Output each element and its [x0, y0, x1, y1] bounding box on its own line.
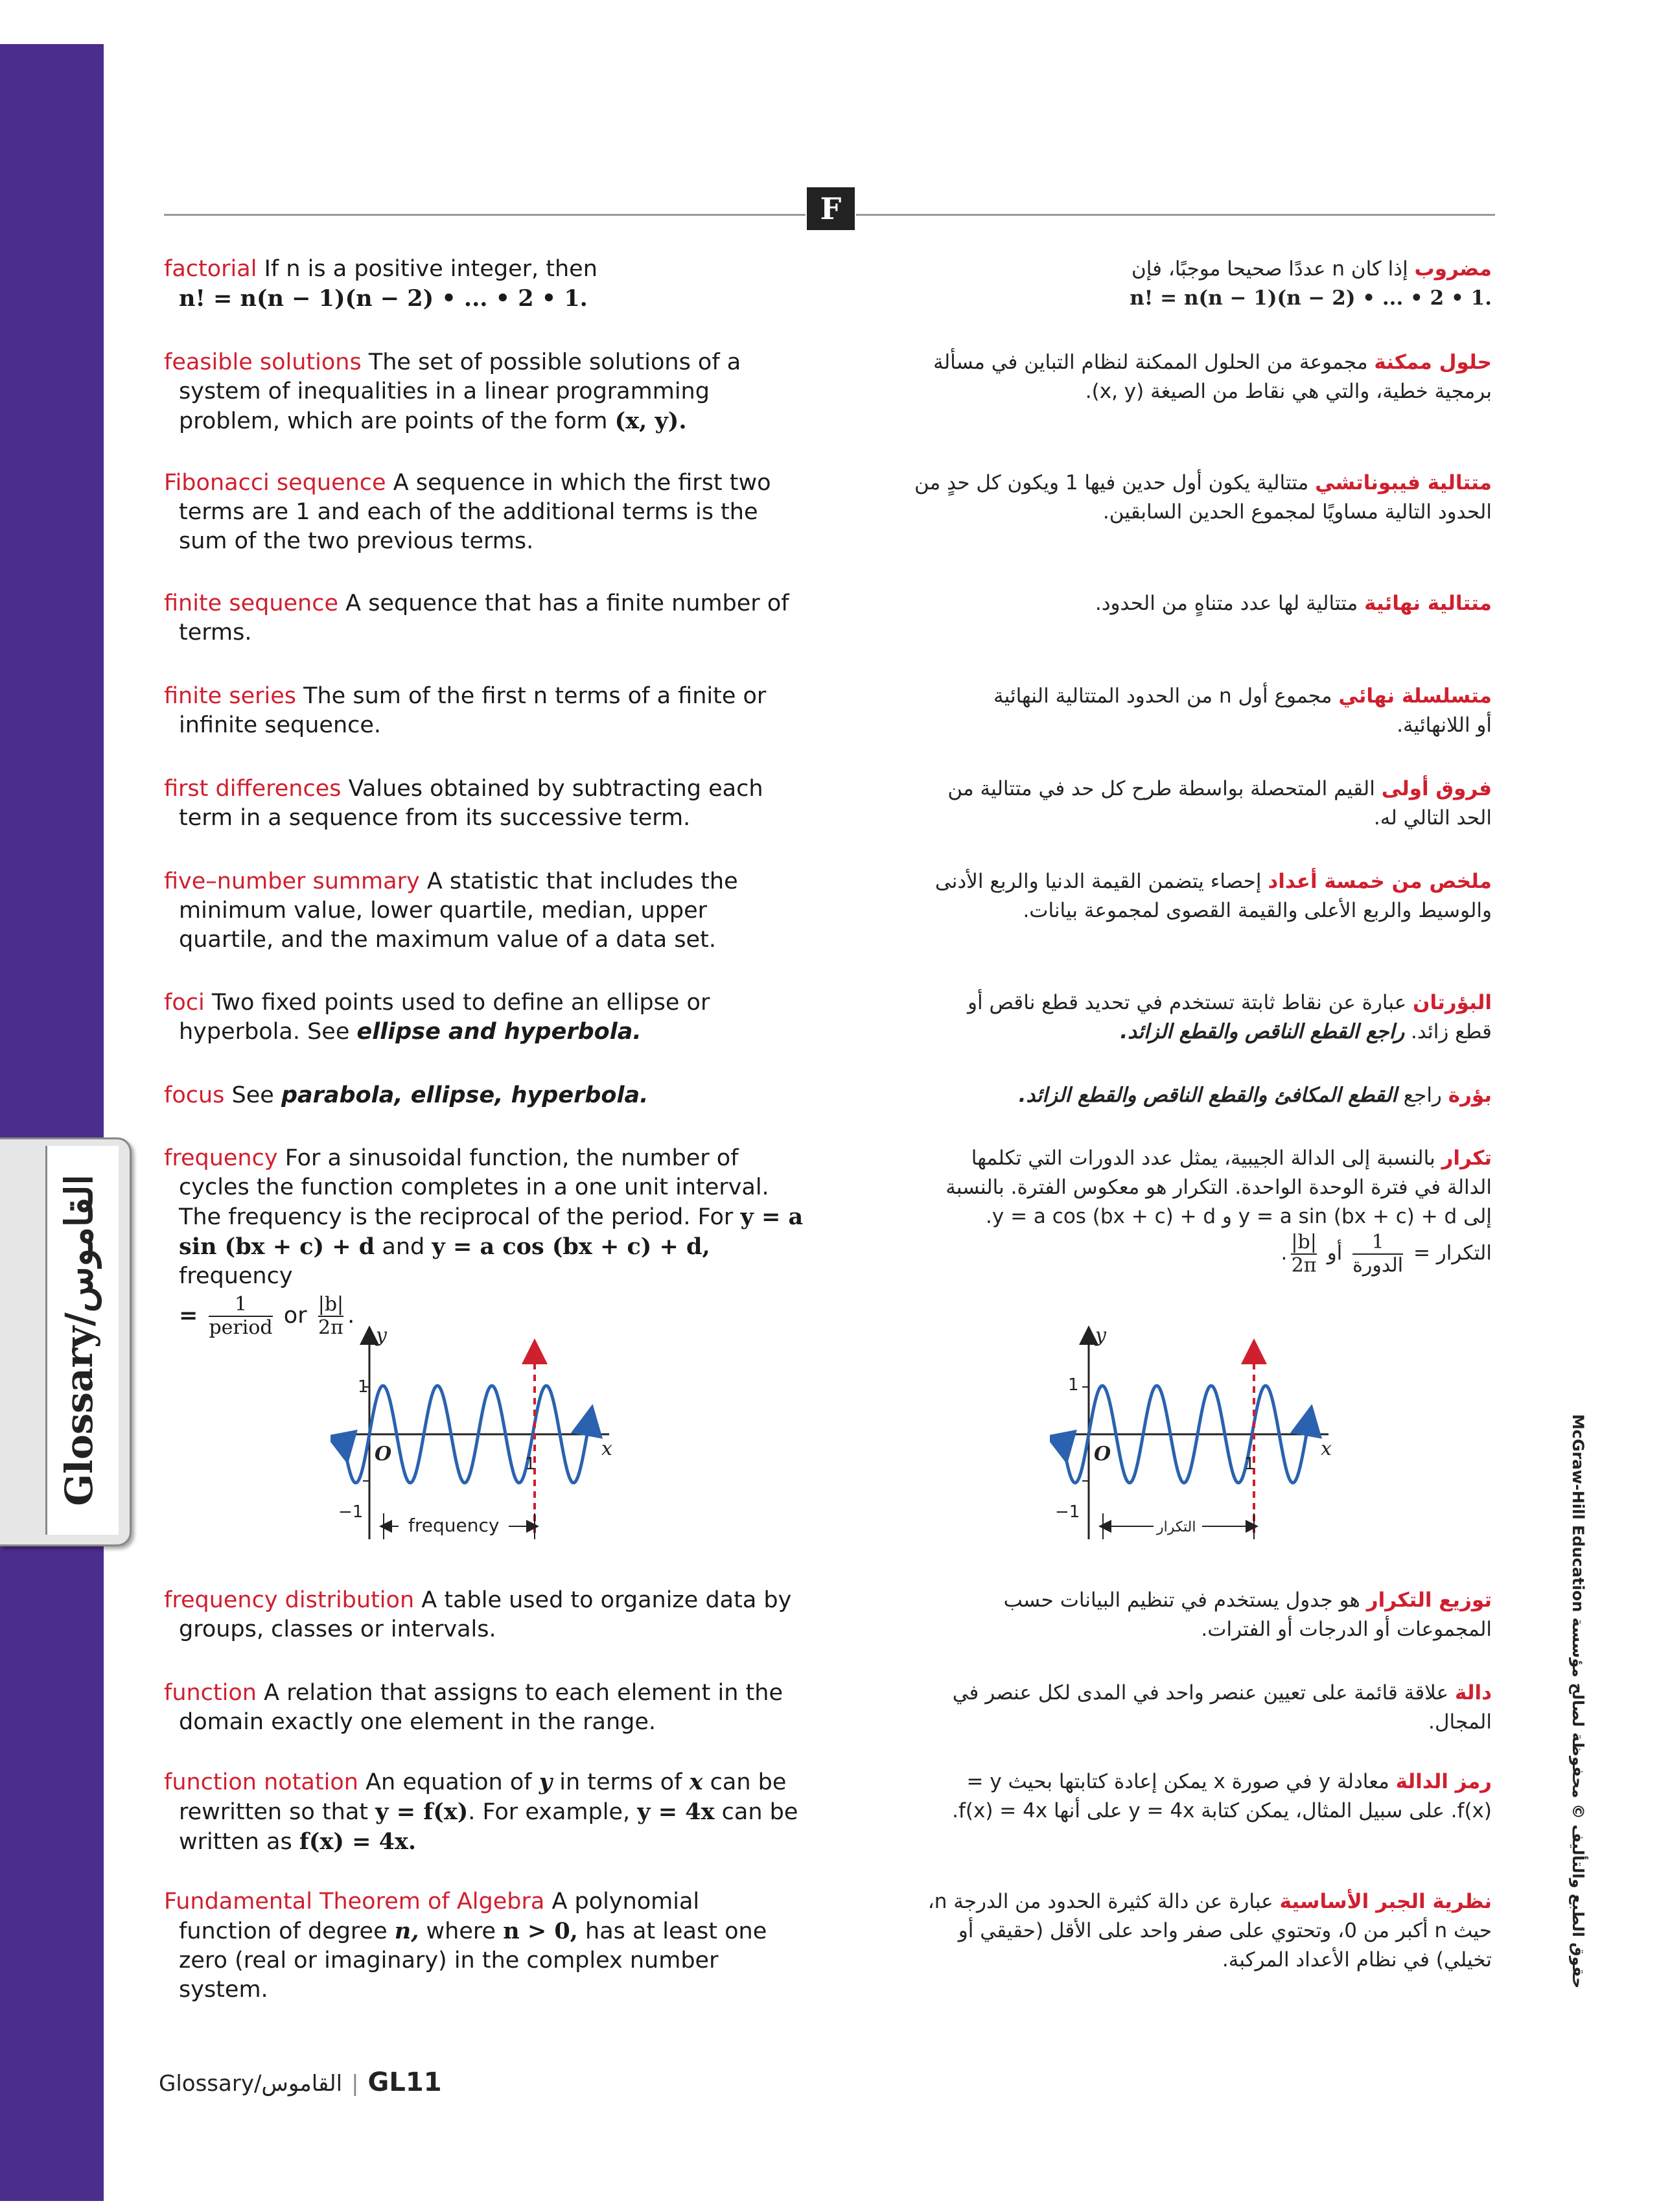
entry-function-notation-ar: رمز الدالة معادلة y في صورة x يمكن إعادة كتابتها بحيث y = f(x). على سبيل المثال، يمكن كتابة y = 4x على أنها f(x) = 4x. [952, 1770, 1492, 1822]
svg-text:1: 1 [525, 1454, 536, 1474]
frequency-label: frequency [408, 1515, 500, 1536]
entry-focus-ar: بؤرة راجع القطع المكافئ والقطع الناقص والقطع الزائد. [1018, 1084, 1492, 1107]
svg-text:x: x [1321, 1438, 1332, 1460]
entry-fibonacci-ar: متتالية فيبوناتشي متتالية يكون أول حدين فيها 1 ويكون كل حدٍ من الحدود التالية مساويًا لمجموع الحدين السابقين. [914, 471, 1492, 524]
page-footer: Glossary/القاموس | GL11 [159, 2067, 442, 2097]
copyright-vertical: McGraw-Hill Education حقوق الطبع والتأليف © محفوظة لصالح مؤسسة [1569, 1414, 1587, 1989]
frequency-graph-en [331, 1325, 648, 1546]
glossary-side-tab[interactable] [0, 1137, 132, 1546]
term: factorial [164, 256, 257, 282]
entry-frequency-distribution-ar: توزيع التكرار هو جدول يستخدم في تنظيم البيانات حسب المجموعات أو الدرجات أو الفترات. [1003, 1589, 1492, 1641]
entry-five-number-en: five–number summary A statistic that includes the minimum value, lower quartile, median, upper quartile, and the maximum value of a data set. [164, 868, 738, 953]
footer-label: Glossary/القاموس [159, 2071, 343, 2097]
entry-finite-series-en: finite series The sum of the first n terms of a finite or infinite sequence. [164, 683, 767, 738]
svg-text:−1: −1 [338, 1502, 364, 1522]
entry-frequency-distribution-en: frequency distribution A table used to organize data by groups, classes or intervals. [164, 1587, 792, 1642]
entry-function-en: function A relation that assigns to each element in the domain exactly one element in the range. [164, 1680, 783, 1735]
fraction-b-over-2pi: $\frac{|b|}{2\pi}$ [318, 1293, 344, 1339]
header-rule-left [164, 214, 806, 216]
entry-fta-en: Fundamental Theorem of Algebra A polynomial function of degree n, where n > 0, has at least one zero (real or imaginary) in the complex number system. [164, 1889, 767, 2003]
entry-fibonacci-en: Fibonacci sequence A sequence in which the first two terms are 1 and each of the additional terms is the sum of the two previous terms. [164, 470, 771, 554]
y-label: y [376, 1325, 387, 1347]
svg-text:y: y [1095, 1325, 1106, 1347]
entry-focus-en: focus See parabola, ellipse, hyperbola. [164, 1082, 649, 1108]
section-letter: F [807, 187, 855, 230]
x-label: x [601, 1438, 612, 1460]
svg-text:1: 1 [1068, 1375, 1079, 1395]
fraction-b-over-2pi-ar: $\frac{|b|}{2\pi}$ [1291, 1231, 1317, 1277]
svg-text:1: 1 [1244, 1454, 1255, 1474]
entry-function-ar: دالة علاقة قائمة على تعيين عنصر واحد في المدى لكل عنصر في المجال. [952, 1681, 1492, 1734]
svg-text:التكرار: التكرار [1157, 1519, 1196, 1535]
entry-first-differences-ar: فروق أولى القيم المتحصلة بواسطة طرح كل حد في متتالية من الحد التالي له. [947, 777, 1492, 830]
entry-frequency-en: frequency For a sinusoidal function, the number of cycles the function completes in a one unit interval. The frequency is the reciprocal of the period. For y = a sin (bx + c) + d and y = a cos (bx + c) + d, frequency = $\frac{1}{\text{period}}$ or $\frac{|b|}{2\pi}$ . [164, 1145, 804, 1339]
svg-text:O: O [1094, 1443, 1111, 1465]
page-number: GL11 [367, 2067, 442, 2097]
svg-text:O: O [375, 1443, 392, 1465]
side-tab-label: Glossary/القاموس [57, 1174, 101, 1506]
entry-function-notation-en: function notation An equation of y in terms of x can be rewritten so that y = f(x). For example, y = 4x can be written as f(x) = 4x. [164, 1769, 798, 1855]
entry-finite-sequence-ar: متتالية نهائية متتالية لها عدد متناهٍ من الحدود. [1095, 592, 1492, 615]
entry-foci-ar: البؤرتان عبارة عن نقاط ثابتة تستخدم في تحديد قطع ناقص أو قطع زائد. راجع القطع الناقص والقطع الزائد. [968, 991, 1492, 1043]
purple-sidebar [0, 44, 104, 2201]
entry-feasible-ar: حلول ممكنة مجموعة من الحلول الممكنة لنظام التباين في مسألة برمجية خطية، والتي هي نقاط من الصيغة (x, y). [933, 351, 1492, 403]
entry-factorial-en: factorial If n is a positive integer, then n! = n(n − 1)(n − 2) • ... • 2 • 1. [164, 256, 597, 312]
frequency-graph-ar [1050, 1325, 1367, 1546]
svg-text:1: 1 [358, 1377, 369, 1397]
entry-fta-ar: نظرية الجبر الأساسية عبارة عن دالة كثيرة الحدود من الدرجة n، حيث n أكبر من 0، وتحتوي على صفر واحد على الأقل (حقيقي أو تخيلي) في نظام الأعداد المركبة. [927, 1890, 1492, 1972]
entry-feasible-en: feasible solutions The set of possible solutions of a system of inequalities in a linear programming problem, which are points of the form (x, y). [164, 349, 741, 434]
entry-frequency-ar: تكرار بالنسبة إلى الدالة الجيبية، يمثل عدد الدورات التي تكلمها الدالة في فترة الوحدة الواحدة. التكرار هو معكوس الفترة. بالنسبة إلى y = a sin (bx + c) + d و y = a cos (bx + c) + d. التكرار = $\frac{1}{\text{الدورة}}$ أو $\frac{|b|}{2\pi}$ . [946, 1147, 1492, 1277]
entry-foci-en: foci Two fixed points used to define an ellipse or hyperbola. See ellipse and hyperbola. [164, 990, 710, 1045]
entry-five-number-ar: ملخص من خمسة أعداد إحصاء يتضمن القيمة الدنيا والربع الأدنى والوسيط والربع الأعلى والقيمة القصوى لمجموعة بيانات. [934, 870, 1492, 922]
entry-first-differences-en: first differences Values obtained by subtracting each term in a sequence from its successive term. [164, 776, 763, 831]
entry-factorial-ar: مضروب إذا كان n عددًا صحيحا موجبًا، فإن n! = n(n − 1)(n − 2) • ... • 2 • 1. [1130, 257, 1492, 310]
entry-finite-series-ar: متسلسلة نهائي مجموع أول n من الحدود المتتالية النهائية أو اللانهائية. [993, 684, 1492, 737]
fraction-1-over-period: $\frac{1}{\text{period}}$ [209, 1293, 273, 1339]
header-rule-right [856, 214, 1495, 216]
entry-finite-sequence-en: finite sequence A sequence that has a finite number of terms. [164, 590, 789, 646]
svg-text:−1: −1 [1055, 1502, 1080, 1522]
fraction-1-over-period-ar: $\frac{1}{\text{الدورة}}$ [1352, 1231, 1404, 1277]
